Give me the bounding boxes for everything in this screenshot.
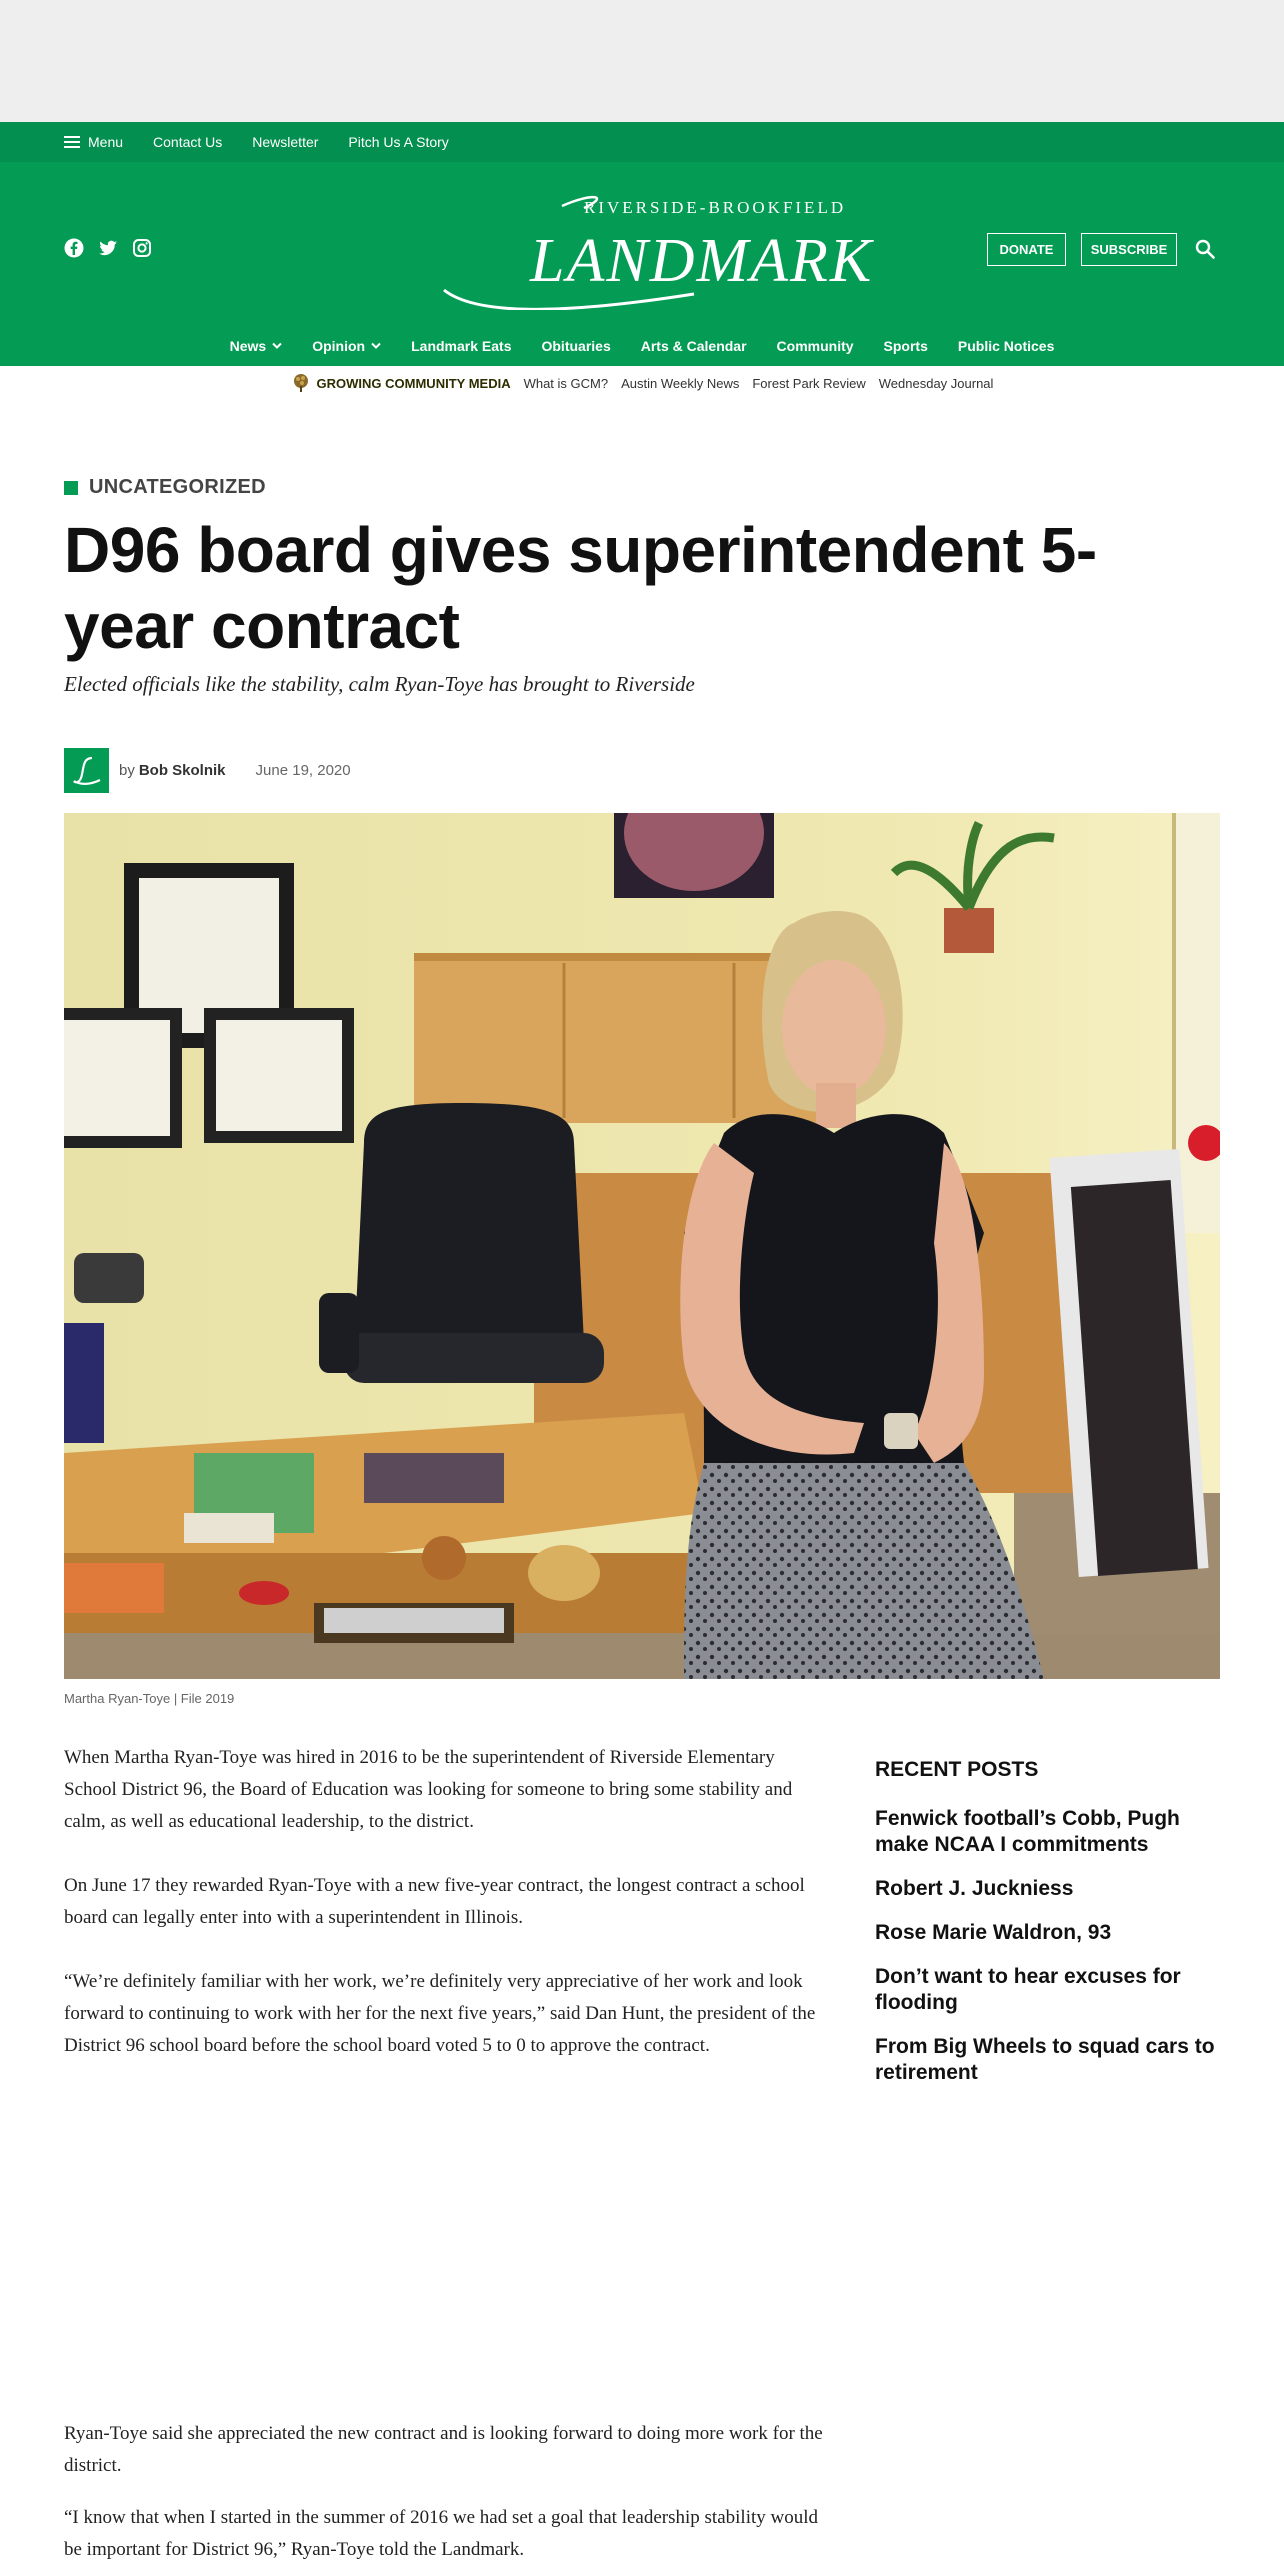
logo-top-text: RIVERSIDE-BROOKFIELD <box>584 198 847 217</box>
gcm-brand[interactable] <box>291 373 511 393</box>
menu-label: Menu <box>88 134 124 150</box>
main-nav <box>0 338 1284 354</box>
donate-button[interactable]: DONATE <box>987 233 1066 266</box>
article-paragraph: On June 17 they rewarded Ryan-Toye with a new five-year contract, the longest contract a school board can legally enter into with a superintendent in Illinois. <box>64 1875 805 1928</box>
article-body <box>64 1742 824 2094</box>
newsletter-link[interactable]: Newsletter <box>252 134 319 150</box>
facebook-icon[interactable] <box>64 238 84 258</box>
top-ad-space <box>0 0 1284 122</box>
subscribe-button[interactable]: SUBSCRIBE <box>1081 233 1177 266</box>
twitter-icon[interactable] <box>98 238 118 258</box>
network-bar <box>0 366 1284 400</box>
recent-post-link[interactable]: Don’t want to hear excuses for flooding <box>875 1965 1181 2014</box>
recent-post-link[interactable]: Rose Marie Waldron, 93 <box>875 1921 1112 1944</box>
photo-caption: Martha Ryan-Toye | File 2019 <box>64 1691 235 1706</box>
what-is-gcm-link[interactable]: What is GCM? <box>523 375 609 391</box>
nav-public-notices[interactable]: Public Notices <box>957 338 1055 354</box>
pitch-story-link[interactable]: Pitch Us A Story <box>348 134 449 150</box>
article-dek: Elected officials like the stability, calm Ryan-Toye has brought to Riverside <box>64 672 695 696</box>
austin-weekly-news-link[interactable]: Austin Weekly News <box>621 375 740 391</box>
recent-post-link[interactable]: Robert J. Juckniess <box>875 1877 1074 1900</box>
author-avatar[interactable] <box>64 748 109 793</box>
recent-posts-sidebar <box>875 1758 1220 2104</box>
byline-by: by <box>119 762 135 779</box>
recent-post-link[interactable]: From Big Wheels to squad cars to retirement <box>875 2035 1215 2084</box>
byline <box>64 748 351 793</box>
chevron-down-icon <box>272 342 282 350</box>
contact-us-link[interactable]: Contact Us <box>153 134 223 150</box>
article-paragraph: Ryan-Toye said she appreciated the new contract and is looking forward to doing more work for the district. <box>64 2423 823 2476</box>
search-icon[interactable] <box>1194 238 1216 260</box>
nav-arts-calendar[interactable]: Arts & Calendar <box>640 338 747 354</box>
article-paragraph: When Martha Ryan-Toye was hired in 2016 to be the superintendent of Riverside Elementary School District 96, the Board of Education was looking for someone to bring some stability and calm, as well as educational leadership, to the district. <box>64 1747 793 1832</box>
hamburger-icon <box>64 136 80 148</box>
category-tag[interactable] <box>64 476 266 499</box>
landmark-l-icon <box>70 754 104 788</box>
site-logo[interactable] <box>434 190 874 310</box>
gcm-brand-label: GROWING COMMUNITY MEDIA <box>316 375 511 391</box>
nav-community[interactable]: Community <box>776 338 854 354</box>
article-photo <box>64 813 1220 1679</box>
nav-obituaries[interactable]: Obituaries <box>541 338 611 354</box>
forest-park-review-link[interactable]: Forest Park Review <box>752 375 866 391</box>
category-label: UNCATEGORIZED <box>89 476 266 498</box>
publish-date: June 19, 2020 <box>255 762 351 779</box>
article-paragraph: “I know that when I started in the summer of 2016 we had set a goal that leadership stability would be important for District 96,” Ryan-Toye told the Landmark. <box>64 2507 819 2560</box>
nav-landmark-eats[interactable]: Landmark Eats <box>411 338 512 354</box>
nav-sports[interactable]: Sports <box>883 338 928 354</box>
nav-news[interactable] <box>230 338 283 354</box>
wednesday-journal-link[interactable]: Wednesday Journal <box>878 375 994 391</box>
utility-bar <box>0 122 1284 162</box>
nav-opinion[interactable] <box>312 338 381 354</box>
nav-opinion-label: Opinion <box>312 338 366 354</box>
article-body-continued <box>64 2418 824 2568</box>
social-links <box>64 238 152 258</box>
article-paragraph: “We’re definitely familiar with her work, we’re definitely very appreciative of her work and look forward to continuing to work with her for the next five years,” said Dan Hunt, the president of the District 96 school board before the school board voted 5 to 0 to approve the contract. <box>64 1971 816 2056</box>
masthead <box>0 162 1284 366</box>
recent-post-link[interactable]: Fenwick football’s Cobb, Pugh make NCAA I commitments <box>875 1807 1180 1856</box>
chevron-down-icon <box>371 342 381 350</box>
recent-posts-title: RECENT POSTS <box>875 1758 1039 1781</box>
nav-news-label: News <box>229 338 267 354</box>
menu-button[interactable] <box>64 134 123 150</box>
photo-illustration <box>64 813 1220 1679</box>
category-square-icon <box>64 481 78 495</box>
instagram-icon[interactable] <box>132 238 152 258</box>
tree-icon <box>291 373 311 393</box>
logo-main-text: LANDMARK <box>530 227 874 295</box>
article-headline: D96 board gives superintendent 5-year contract <box>64 514 1097 662</box>
author-link[interactable]: Bob Skolnik <box>138 762 226 779</box>
